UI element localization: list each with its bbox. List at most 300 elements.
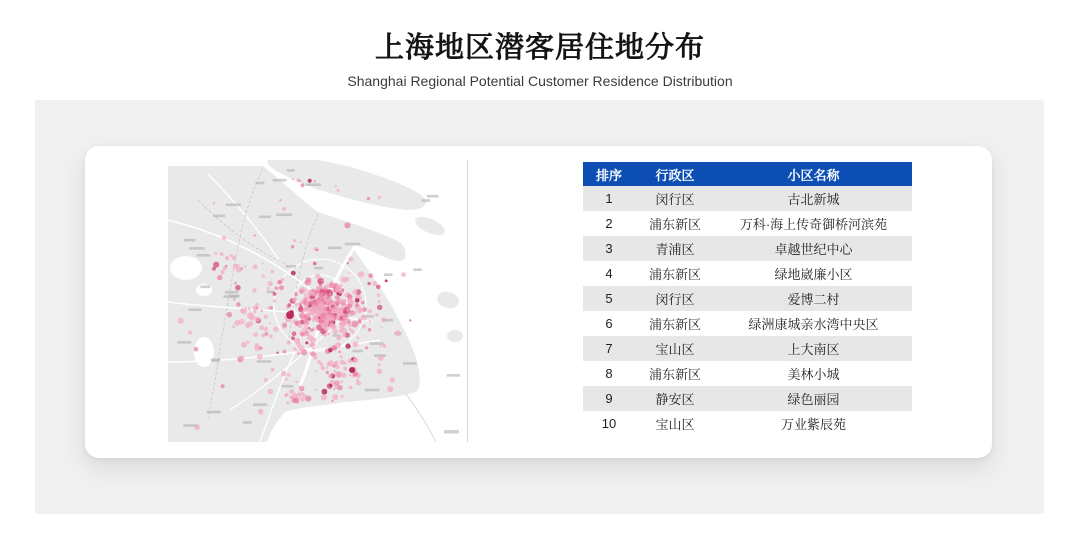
customer-dot	[336, 335, 341, 340]
customer-dot	[287, 373, 291, 377]
table-cell: 8	[583, 361, 635, 386]
customer-dot	[329, 380, 334, 385]
table-cell: 4	[583, 261, 635, 286]
customer-dot	[340, 355, 343, 358]
map-label-smudge	[225, 291, 238, 294]
map-label-smudge	[197, 254, 211, 257]
customer-dot	[291, 336, 295, 340]
customer-dot	[287, 303, 291, 307]
table-cell: 万科·海上传奇御桥河滨苑	[715, 211, 912, 236]
customer-dot	[297, 338, 300, 341]
customer-dot	[309, 312, 313, 316]
customer-dot	[378, 363, 381, 366]
map-label-smudge	[365, 389, 380, 392]
map-label-smudge	[286, 265, 296, 268]
customer-dot	[382, 344, 386, 348]
customer-dot	[230, 254, 233, 257]
table-cell: 3	[583, 236, 635, 261]
customer-dot	[267, 287, 270, 290]
customer-dot	[331, 400, 333, 402]
customer-dot	[321, 394, 327, 400]
customer-dot	[367, 197, 370, 200]
table-cell: 闵行区	[635, 286, 715, 311]
customer-dot	[339, 329, 343, 333]
customer-dot	[337, 295, 339, 297]
customer-dot	[321, 366, 325, 370]
table-cell: 绿地崴廉小区	[715, 261, 912, 286]
customer-dot	[265, 332, 269, 336]
customer-dot	[362, 307, 367, 312]
customer-dot	[333, 370, 336, 373]
customer-dot	[368, 273, 373, 278]
column-header-rank: 排序	[583, 162, 635, 186]
customer-dot	[319, 363, 323, 367]
customer-dot	[188, 331, 192, 335]
map-label-smudge	[200, 286, 210, 289]
customer-dot	[351, 321, 358, 328]
customer-dot	[362, 324, 367, 329]
customer-dot	[349, 386, 353, 390]
customer-dot	[255, 343, 260, 348]
customer-dot	[329, 323, 334, 328]
page-header	[0, 0, 1080, 89]
customer-dot	[347, 298, 351, 302]
customer-dot	[336, 308, 341, 313]
customer-dot	[269, 334, 273, 338]
customer-dot	[194, 425, 199, 430]
map-label-smudge	[328, 247, 342, 250]
table-cell: 绿色丽园	[715, 386, 912, 411]
customer-dot	[301, 287, 305, 291]
map-label-smudge	[422, 199, 431, 202]
customer-dot	[259, 346, 263, 350]
customer-dot	[352, 311, 356, 315]
customer-dot	[213, 202, 216, 205]
customer-dot	[335, 381, 338, 384]
ranking-table-header	[583, 162, 912, 186]
customer-dot	[267, 307, 269, 309]
customer-dot	[300, 320, 305, 325]
customer-dot	[294, 292, 298, 296]
table-cell: 2	[583, 211, 635, 236]
customer-dot	[336, 300, 341, 305]
customer-dot	[343, 361, 347, 365]
customer-dot	[291, 245, 294, 248]
customer-dot	[277, 280, 281, 284]
ranking-table-body	[583, 186, 912, 436]
column-header-district: 行政区	[635, 162, 715, 186]
customer-dot	[372, 281, 377, 286]
customer-dot	[349, 374, 352, 377]
customer-dot	[327, 310, 332, 315]
customer-dot	[310, 351, 315, 356]
customer-dot	[273, 299, 276, 302]
customer-dot	[293, 239, 296, 242]
customer-dot	[315, 389, 317, 391]
customer-dot	[319, 284, 322, 287]
customer-dot	[344, 222, 350, 228]
customer-dot	[239, 319, 245, 325]
customer-dot	[269, 306, 273, 310]
customer-dot	[303, 301, 307, 305]
customer-dot	[326, 289, 330, 293]
customer-dot	[293, 397, 299, 403]
map-label-smudge	[213, 215, 225, 218]
map-label-smudge	[253, 403, 267, 406]
customer-dot	[315, 370, 317, 372]
table-cell: 闵行区	[635, 186, 715, 211]
customer-dot	[225, 257, 229, 261]
customer-dot	[241, 309, 247, 315]
customer-dot	[287, 340, 291, 344]
table-cell: 浦东新区	[635, 211, 715, 236]
customer-dot	[353, 358, 359, 364]
customer-dot	[325, 315, 329, 319]
customer-dot	[336, 371, 340, 375]
customer-dot	[293, 347, 295, 349]
customer-dot	[300, 397, 305, 402]
customer-dot	[281, 278, 284, 281]
customer-dot	[235, 285, 241, 291]
customer-dot	[313, 262, 317, 266]
customer-dot	[326, 296, 329, 299]
ranking-table	[583, 162, 912, 436]
table-row	[583, 386, 912, 411]
customer-dot	[347, 308, 350, 311]
customer-dot	[342, 318, 345, 321]
customer-dot	[341, 277, 347, 283]
customer-dot	[298, 307, 303, 312]
customer-dot	[337, 385, 342, 390]
customer-dot	[304, 293, 307, 296]
customer-dot	[331, 373, 334, 376]
customer-dot	[355, 298, 360, 303]
table-cell: 5	[583, 286, 635, 311]
map-label-smudge	[287, 169, 295, 172]
customer-dot	[409, 319, 411, 321]
customer-dot	[321, 298, 324, 301]
customer-dot	[343, 367, 347, 371]
customer-dot	[269, 322, 271, 324]
map-label-smudge	[281, 385, 293, 388]
customer-dot	[268, 281, 273, 286]
map-label-smudge	[259, 216, 271, 219]
customer-dot	[356, 381, 361, 386]
customer-dot	[227, 312, 233, 318]
customer-dot	[255, 303, 259, 307]
customer-dot	[304, 322, 309, 327]
customer-dot	[395, 330, 401, 336]
customer-dot	[341, 372, 347, 378]
table-row	[583, 311, 912, 336]
customer-dot	[222, 236, 226, 240]
map-label-smudge	[256, 182, 265, 185]
customer-dot	[212, 267, 216, 271]
customer-dot	[301, 183, 305, 187]
customer-dot	[335, 283, 337, 285]
customer-dot	[253, 264, 258, 269]
customer-dot	[378, 196, 381, 199]
customer-dot	[351, 330, 355, 334]
customer-dot	[305, 316, 307, 318]
table-cell: 上大南区	[715, 336, 912, 361]
map-label-smudge	[273, 179, 287, 182]
customer-dot	[291, 271, 296, 276]
customer-dot	[385, 279, 388, 282]
customer-dot	[322, 389, 328, 395]
customer-dot	[347, 262, 349, 264]
customer-dot	[300, 241, 302, 243]
table-cell: 青浦区	[635, 236, 715, 261]
customer-dot	[305, 277, 311, 283]
customer-dot	[214, 252, 217, 255]
customer-dot	[337, 288, 343, 294]
customer-dot	[253, 311, 256, 314]
customer-dot	[273, 327, 278, 332]
customer-dot	[308, 327, 311, 330]
customer-dot	[306, 332, 310, 336]
customer-dot	[312, 308, 316, 312]
customer-dot	[340, 380, 343, 383]
customer-dot	[236, 267, 242, 273]
customer-dot	[352, 289, 357, 294]
customer-dot	[401, 272, 406, 277]
customer-dot	[317, 301, 319, 303]
customer-dot	[314, 180, 316, 182]
customer-dot	[358, 271, 364, 277]
customer-dot	[323, 325, 329, 331]
customer-dot	[377, 369, 383, 375]
customer-dot	[332, 394, 338, 400]
customer-dot	[368, 328, 372, 332]
customer-dot	[276, 352, 279, 355]
table-cell: 浦东新区	[635, 261, 715, 286]
map-label-smudge	[257, 360, 271, 363]
customer-dot	[327, 362, 331, 366]
customer-dot	[297, 351, 301, 355]
map-label-smudge	[384, 273, 393, 276]
customer-dot	[310, 300, 313, 303]
customer-dot	[252, 288, 256, 292]
customer-dot	[217, 275, 222, 280]
customer-dot	[315, 274, 320, 279]
customer-dot	[178, 318, 184, 324]
customer-dot	[378, 355, 384, 361]
customer-dot	[264, 378, 268, 382]
customer-dot	[345, 304, 347, 306]
customer-dot	[308, 317, 311, 320]
customer-dot	[312, 347, 315, 350]
table-cell: 10	[583, 411, 635, 436]
customer-dot	[347, 304, 352, 309]
customer-dot	[332, 365, 335, 368]
table-cell: 7	[583, 336, 635, 361]
map-label-smudge	[276, 214, 292, 217]
page-title: 上海地区潜客居住地分布	[374, 32, 705, 64]
map-label-smudge	[207, 411, 221, 414]
customer-dot	[285, 393, 289, 397]
map-label-smudge	[427, 195, 439, 198]
customer-dot	[348, 257, 353, 262]
customer-dot	[285, 378, 288, 381]
customer-dot	[335, 364, 340, 369]
customer-dot	[283, 350, 287, 354]
customer-dot	[221, 384, 225, 388]
customer-dot	[279, 199, 281, 201]
customer-dot	[326, 367, 328, 369]
customer-dot	[282, 207, 286, 211]
customer-dot	[308, 179, 312, 183]
customer-dot	[333, 329, 338, 334]
customer-dot	[377, 293, 381, 297]
customer-dot	[348, 272, 350, 274]
report-card	[85, 146, 992, 458]
customer-dot	[376, 285, 381, 290]
customer-dot	[335, 361, 339, 365]
customer-dot	[321, 280, 323, 282]
customer-dot	[378, 300, 381, 303]
customer-dot	[342, 333, 346, 337]
customer-dot	[336, 317, 339, 320]
customer-dot	[295, 303, 299, 307]
customer-dot	[233, 298, 235, 300]
shanghai-map-svg	[168, 160, 467, 442]
table-row	[583, 261, 912, 286]
map-label-smudge	[177, 341, 191, 344]
customer-dot	[361, 315, 367, 321]
table-row	[583, 286, 912, 311]
customer-dot	[327, 332, 330, 335]
customer-dot	[368, 309, 372, 313]
customer-dot	[295, 321, 300, 326]
customer-dot	[310, 328, 314, 332]
table-cell: 古北新城	[715, 186, 912, 211]
customer-dot	[272, 292, 276, 296]
customer-dot	[375, 313, 378, 316]
map-label-smudge	[314, 267, 323, 270]
map-label-smudge	[345, 243, 361, 246]
customer-dot	[344, 299, 347, 302]
customer-dot	[244, 265, 246, 267]
table-cell: 绿洲康城亲水湾中央区	[715, 311, 912, 336]
map-label-smudge	[413, 268, 421, 271]
customer-dot	[254, 234, 256, 236]
customer-dot	[340, 316, 342, 318]
customer-dot	[337, 375, 339, 377]
customer-dot	[246, 341, 249, 344]
customer-dot	[314, 247, 318, 251]
customer-dot	[286, 402, 289, 405]
customer-dot	[271, 368, 275, 372]
map-label-smudge	[184, 239, 196, 242]
customer-dot	[357, 337, 360, 340]
customer-dot	[379, 345, 381, 347]
table-cell: 万业紫辰苑	[715, 411, 912, 436]
customer-dot	[232, 325, 235, 328]
customer-dot	[359, 308, 363, 312]
table-row	[583, 211, 912, 236]
customer-dot	[303, 327, 308, 332]
customer-dot	[223, 266, 227, 270]
customer-dot	[259, 325, 264, 330]
customer-dot	[295, 298, 297, 300]
customer-dot	[361, 301, 365, 305]
table-cell: 浦东新区	[635, 361, 715, 386]
table-cell: 卓越世纪中心	[715, 236, 912, 261]
customer-dot	[328, 348, 332, 352]
map-label-smudge	[226, 204, 241, 207]
customer-dot	[300, 333, 304, 337]
customer-dot	[357, 319, 361, 323]
customer-dot	[286, 311, 294, 319]
customer-dot	[261, 310, 263, 312]
customer-dot	[352, 341, 358, 347]
customer-dot	[313, 356, 317, 360]
customer-dot	[324, 305, 327, 308]
map-label-smudge	[447, 374, 460, 377]
customer-dot	[248, 307, 251, 310]
customer-dot	[258, 409, 264, 415]
map-label-smudge	[229, 295, 240, 298]
map-lake-dianshan	[170, 256, 202, 280]
customer-dot	[295, 381, 297, 383]
customer-dot	[345, 343, 350, 348]
customer-dot	[305, 341, 308, 344]
customer-dot	[282, 326, 285, 329]
customer-dot	[286, 319, 289, 322]
customer-dot	[299, 180, 301, 182]
customer-dot	[329, 294, 331, 296]
table-cell: 爱博二村	[715, 286, 912, 311]
customer-dot	[390, 378, 395, 383]
customer-dot	[318, 308, 323, 313]
customer-dot	[236, 264, 239, 267]
table-row	[583, 336, 912, 361]
customer-dot	[264, 315, 268, 319]
customer-dot	[271, 270, 274, 273]
table-cell: 宝山区	[635, 411, 715, 436]
customer-dot	[367, 282, 370, 285]
customer-dot	[377, 305, 382, 310]
customer-dot	[309, 342, 314, 347]
customer-dot	[194, 347, 199, 352]
content-panel	[35, 100, 1044, 514]
customer-dot	[247, 326, 250, 329]
customer-dot	[262, 275, 265, 278]
customer-dot	[292, 178, 294, 180]
map-label-smudge	[403, 362, 417, 365]
table-cell: 静安区	[635, 386, 715, 411]
customer-dot	[221, 272, 223, 274]
table-row	[583, 186, 912, 211]
table-cell: 9	[583, 386, 635, 411]
customer-dot	[337, 189, 340, 192]
customer-dot	[241, 342, 247, 348]
table-cell: 宝山区	[635, 336, 715, 361]
customer-dot	[365, 346, 368, 349]
map-attribution	[444, 430, 459, 434]
customer-dot	[309, 291, 315, 297]
customer-dot	[289, 395, 293, 399]
table-row	[583, 361, 912, 386]
column-header-community: 小区名称	[715, 162, 912, 186]
table-cell: 美林小城	[715, 361, 912, 386]
customer-dot	[387, 386, 393, 392]
customer-dot	[338, 351, 341, 354]
customer-dot	[343, 310, 347, 314]
table-cell: 浦东新区	[635, 311, 715, 336]
customer-dot	[253, 332, 258, 337]
